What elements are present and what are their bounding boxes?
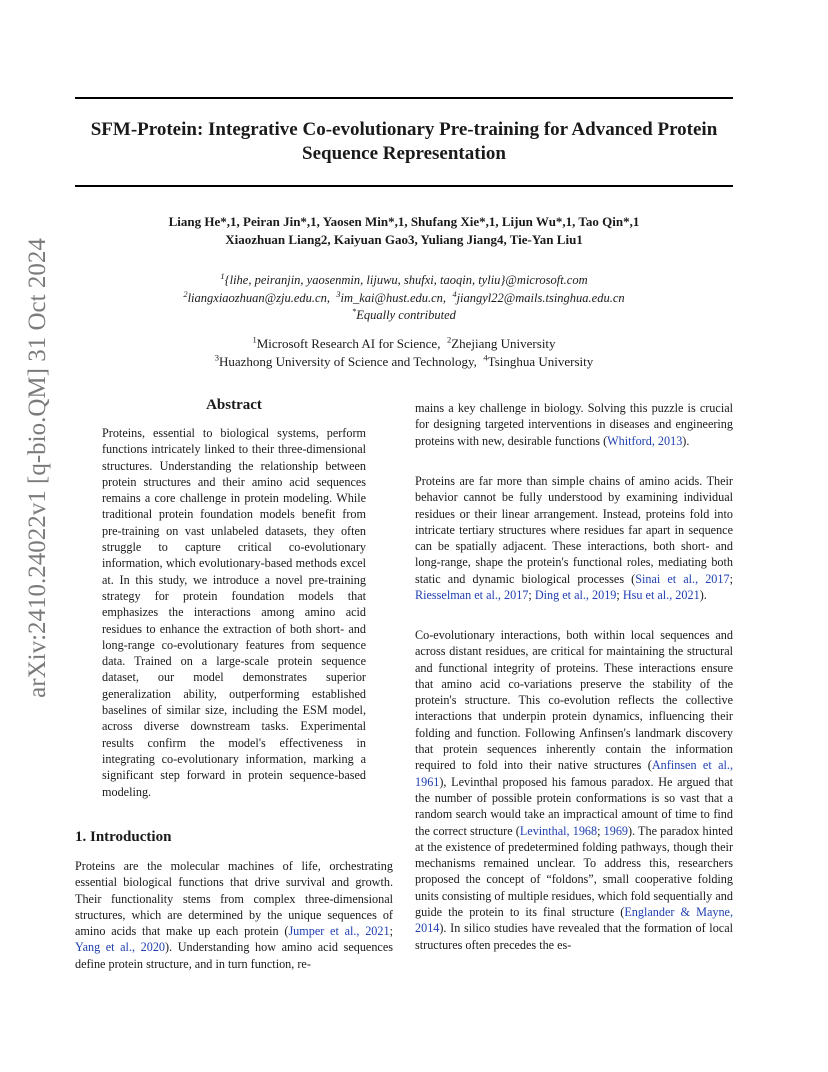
authors-line-2: Xiaozhuan Liang2, Kaiyuan Gao3, Yuliang Jiang4, Tie-Yan Liu1	[225, 232, 583, 247]
paper-title	[75, 118, 733, 166]
introduction-paragraph: Proteins are the molecular machines of life, orchestrating essential biological functions that drive survival and growth. Their functionality stems from complex three-dimensional structures, which are determined by the unique sequences of amino acids that make up each protein (Jumper et al., 2021; Yang et al., 2020). Understanding how amino acid sequences define protein structure, and in turn function, re-	[75, 859, 393, 971]
top-rule	[75, 97, 733, 99]
citation-link[interactable]: Yang et al., 2020	[75, 940, 166, 955]
title-line-2: Sequence Representation	[302, 143, 506, 164]
author-list	[75, 213, 733, 249]
citation-link[interactable]: Sinai et al., 2017	[635, 571, 730, 586]
abstract-heading: Abstract	[206, 397, 262, 413]
citation-link[interactable]: Anfinsen et al., 1961	[415, 758, 733, 789]
email-line-1: $^1${lihe, peiranjin, yaosenmin, lijuwu, shufxi, taoqin, tyliu}@microsoft.com	[220, 270, 588, 287]
right-column-paragraph-1: mains a key challenge in biology. Solving this puzzle is crucial for designing targeted interventions in diseases and engineering proteins with new, desirable functions (Whitford, 2013).	[415, 401, 733, 448]
citation-link[interactable]: Ding et al., 2019	[534, 588, 617, 603]
citation-link[interactable]: Riesselman et al., 2017	[415, 588, 529, 603]
right-column-paragraph-3: Co-evolutionary interactions, both within local sequences and across distant residues, are critical for maintaining the structural and functional integrity of proteins. These interactions ensure that amino acid co-variations preserve the stability of the protein's structure. This co-evolution reflects the collective interactions that underpin protein dynamics, influencing their folding and function. Following Anfinsen's landmark discovery that protein sequences inherently contain the information required to fold into their native structures (Anfinsen et al., 1961), Levinthal proposed his famous paradox. He argued that the number of possible protein conformations is so vast that a random search would take an impractical amount of time to find the correct structure (Levinthal, 1968; 1969). The paradox hinted at the existence of predetermined folding pathways, though their mechanisms remained unclear. To address this, researchers proposed the concept of “foldons”, small cooperative folding units consisting of multiple residues, which fold sequentially and guide the protein to its final structure (Englander & Mayne, 2014). In silico studies have revealed that the formation of local structures often precedes the es-	[415, 628, 734, 952]
abstract-body: Proteins, essential to biological systems, perform functions intricately linked to their three-dimensional structures. Understanding the relationship between protein structures and their amino acid sequences remains a core challenge in protein modeling. While traditional protein foundation models benefit from pre-training on vast unlabeled datasets, they often struggle to capture critical co-evolutionary information, which evolutionary-based methods excel at. In this study, we introduce a novel pre-training strategy for protein foundation models that emphasizes the interactions among amino acid residues to enhance the extraction of both short- and long-range co-evolutionary features from sequence data. Trained on a large-scale protein sequence dataset, our model demonstrates superior generalization ability, outperforming established baselines of similar size, including the ESM model, across diverse downstream tasks. Experimental results confirm the model's effectiveness in integrating co-evolutionary information, marking a significant step forward in protein sequence-based modeling.	[102, 426, 366, 799]
email-line-2: $^2$liangxiaozhuan@zju.edu.cn, $^3$im_kai@hust.edu.cn, $^4$jiangyl22@mails.tsinghua.edu.cn	[183, 288, 625, 305]
affiliations	[75, 335, 733, 371]
citation-link[interactable]: 1969	[603, 823, 629, 838]
citation-link[interactable]: Jumper et al., 2021	[288, 924, 390, 939]
citation-link[interactable]: Hsu et al., 2021	[622, 588, 700, 603]
title-line-1: SFM-Protein: Integrative Co-evolutionary Pre-training for Advanced Protein	[90, 119, 718, 140]
authors-line-1: Liang He*,1, Peiran Jin*,1, Yaosen Min*,1, Shufang Xie*,1, Lijun Wu*,1, Tao Qin*,1	[168, 214, 640, 229]
arxiv-identifier[interactable]: arXiv:2410.24022v1 [q-bio.QM] 31 Oct 2024	[24, 238, 51, 698]
equal-contribution-note: *Equally contributed	[352, 305, 456, 322]
affiliation-line-1: $^1$Microsoft Research AI for Science, $^2$Zhejiang University	[252, 334, 556, 351]
title-rule	[75, 185, 733, 187]
author-emails	[75, 272, 733, 325]
citation-link[interactable]: Whitford, 2013	[607, 433, 683, 448]
right-column-paragraph-2: Proteins are far more than simple chains of amino acids. Their behavior cannot be fully understood by examining individual residues or their linear arrangement. Instead, proteins fold into intricate tertiary structures where residues far apart in sequence can be spatially adjacent. These interactions, both short- and long-range, shape the protein's functional roles, mediating both static and dynamic biological processes (Sinai et al., 2017; Riesselman et al., 2017; Ding et al., 2019; Hsu et al., 2021).	[415, 474, 733, 603]
citation-link[interactable]: Levinthal, 1968	[519, 823, 598, 838]
affiliation-line-2: $^3$Huazhong University of Science and Technology, $^4$Tsinghua University	[214, 352, 594, 369]
introduction-heading: 1. Introduction	[75, 829, 172, 845]
citation-link[interactable]: Englander & Mayne, 2014	[415, 905, 734, 936]
